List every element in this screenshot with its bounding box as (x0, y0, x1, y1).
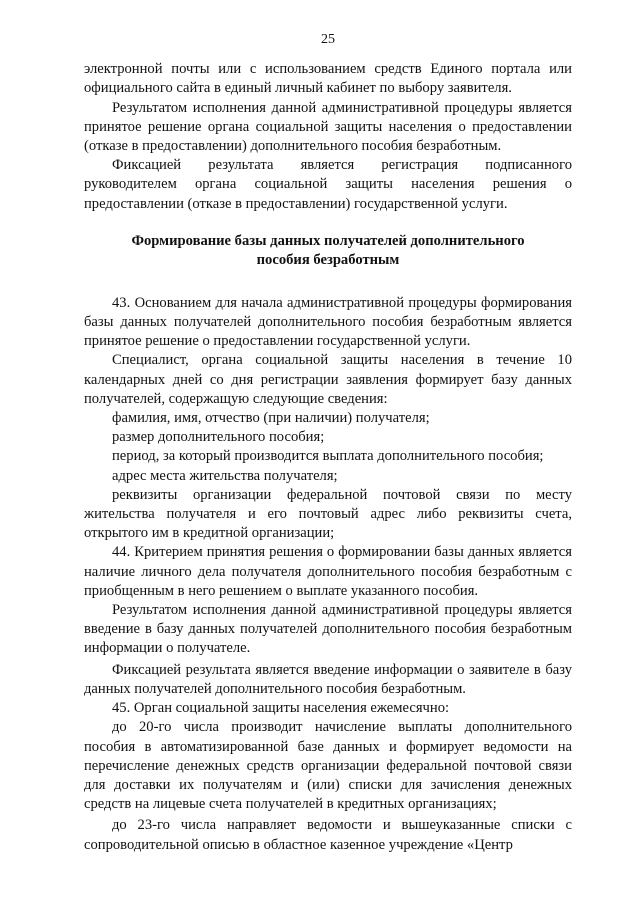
paragraph-result: Результатом исполнения данной административной процедуры является принятое решение органа социальной защиты населения о предоставлении (отказе в предоставлении) дополнительного пособия безработным. (84, 99, 572, 155)
list-item-amount: размер дополнительного пособия; (112, 429, 325, 446)
paragraph-deadline-23: до 23-го числа направляет ведомости и вышеуказанные списки с сопроводительной описью в областное казенное учреждение «Центр (84, 817, 572, 853)
paragraph-result-2: Результатом исполнения данной административной процедуры является введение в базу данных получателей дополнительного пособия безработным информации о получателе. (84, 602, 572, 657)
paragraph-fixation-2: Фиксацией результата является введение информации о заявителе в базу данных получателей дополнительного пособия безработным. (84, 661, 572, 697)
paragraph-continuation: электронной почты или с использованием средств Единого портала или официального сайта в единый личный кабинет по выбору заявителя. (84, 61, 572, 97)
list-item-name: фамилия, имя, отчество (при наличии) получателя; (112, 410, 430, 427)
paragraph-44: 44. Критерием принятия решения о формировании базы данных является наличие личного дела получателя дополнительного пособия безработным с приобщенным в него решением о выплате указанного пособия. (84, 544, 572, 599)
list-item-requisites: реквизиты организации федеральной почтовой связи по месту жительства получателя и его почтовый адрес либо реквизиты счета, открытого им в кредитной организации; (84, 486, 572, 542)
section-heading: Формирование базы данных получателей дополнительного пособия безработным (131, 232, 525, 268)
document-page (84, 30, 572, 855)
paragraph-45: 45. Орган социальной защиты населения ежемесячно: (112, 700, 450, 717)
paragraph-deadline-20: до 20-го числа производит начисление выплаты дополнительного пособия в автоматизированной базе данных и формирует ведомости на перечисление денежных средств организации федеральной почтовой связи для доставки их получателям и (или) списки для зачисления денежных средств на лицевые счета получателей в кредитных организациях; (84, 719, 572, 813)
page-number: 25 (321, 32, 335, 47)
paragraph-43: 43. Основанием для начала административной процедуры формирования базы данных получателей дополнительного пособия безработным является принятое решение о предоставлении государственной услуги. (84, 294, 572, 350)
paragraph-specialist: Специалист, органа социальной защиты населения в течение 10 календарных дней со дня регистрации заявления формирует базу данных получателей, содержащую следующие сведения: (84, 352, 572, 407)
list-item-period: период, за который производится выплата дополнительного пособия; (112, 448, 544, 465)
list-item-address: адрес места жительства получателя; (112, 467, 338, 484)
paragraph-fixation: Фиксацией результата является регистрация подписанного руководителем органа социальной защиты населения решения о предоставлении (отказе в предоставлении) государственной услуги. (84, 157, 572, 212)
